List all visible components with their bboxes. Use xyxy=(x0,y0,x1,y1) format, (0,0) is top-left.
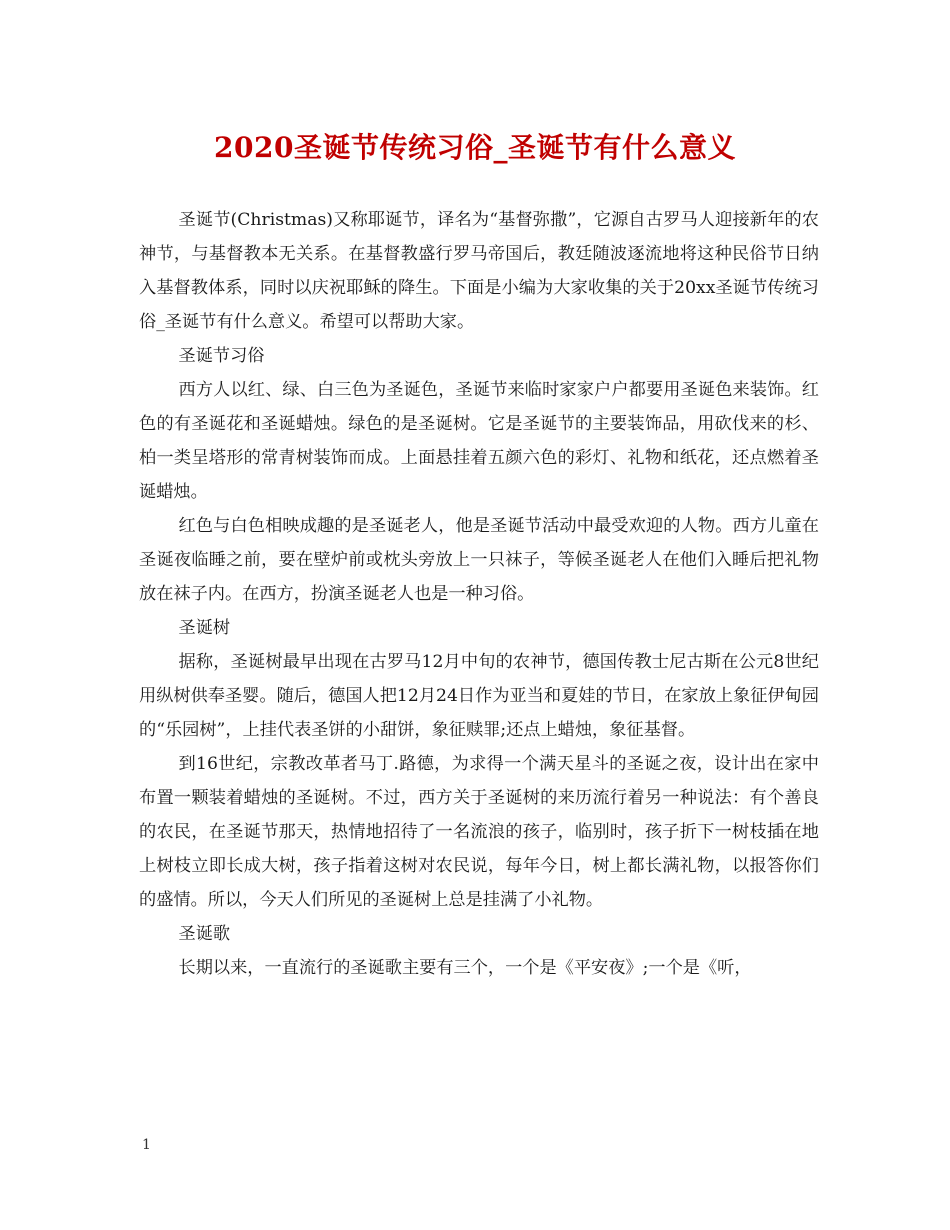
document-title: 2020圣诞节传统习俗_圣诞节有什么意义 xyxy=(214,131,736,164)
intro-paragraph: 圣诞节(Christmas)又称耶诞节，译名为“基督弥撒”，它源自古罗马人迎接新年的农神节，与基督教本无关系。在基督教盛行罗马帝国后，教廷随波逐流地将这种民俗节日纳入基督教体系，同时以庆祝耶稣的降生。下面是小编为大家收集的关于20xx圣诞节传统习俗_圣诞节有什么意义。希望可以帮助大家。 xyxy=(139,210,819,332)
section-heading-customs: 圣诞节习俗 xyxy=(178,346,265,366)
document-body xyxy=(139,203,819,985)
section-heading-songs: 圣诞歌 xyxy=(178,924,231,944)
section-heading-tree: 圣诞树 xyxy=(178,618,231,638)
page-number: 1 xyxy=(142,1137,151,1153)
tree-paragraph-origin: 据称，圣诞树最早出现在古罗马12月中旬的农神节，德国传教士尼古斯在公元8世纪用纵树供奉圣婴。随后，德国人把12月24日作为亚当和夏娃的节日，在家放上象征伊甸园的“乐园树”，上挂代表圣饼的小甜饼，象征赎罪;还点上蜡烛，象征基督。 xyxy=(139,652,819,740)
customs-paragraph-colors: 西方人以红、绿、白三色为圣诞色，圣诞节来临时家家户户都要用圣诞色来装饰。红色的有圣诞花和圣诞蜡烛。绿色的是圣诞树。它是圣诞节的主要装饰品，用砍伐来的杉、柏一类呈塔形的常青树装饰而成。上面悬挂着五颜六色的彩灯、礼物和纸花，还点燃着圣诞蜡烛。 xyxy=(139,380,819,502)
tree-paragraph-legend: 到16世纪，宗教改革者马丁.路德，为求得一个满天星斗的圣诞之夜，设计出在家中布置一颗装着蜡烛的圣诞树。不过，西方关于圣诞树的来历流行着另一种说法：有个善良的农民，在圣诞节那天，热情地招待了一名流浪的孩子，临别时，孩子折下一树枝插在地上树枝立即长成大树，孩子指着这树对农民说，每年今日，树上都长满礼物，以报答你们的盛情。所以，今天人们所见的圣诞树上总是挂满了小礼物。 xyxy=(139,754,819,910)
customs-paragraph-santa: 红色与白色相映成趣的是圣诞老人，他是圣诞节活动中最受欢迎的人物。西方儿童在圣诞夜临睡之前，要在壁炉前或枕头旁放上一只袜子，等候圣诞老人在他们入睡后把礼物放在袜子内。在西方，扮演圣诞老人也是一种习俗。 xyxy=(139,516,819,604)
songs-paragraph: 长期以来，一直流行的圣诞歌主要有三个，一个是《平安夜》;一个是《听， xyxy=(178,958,752,978)
